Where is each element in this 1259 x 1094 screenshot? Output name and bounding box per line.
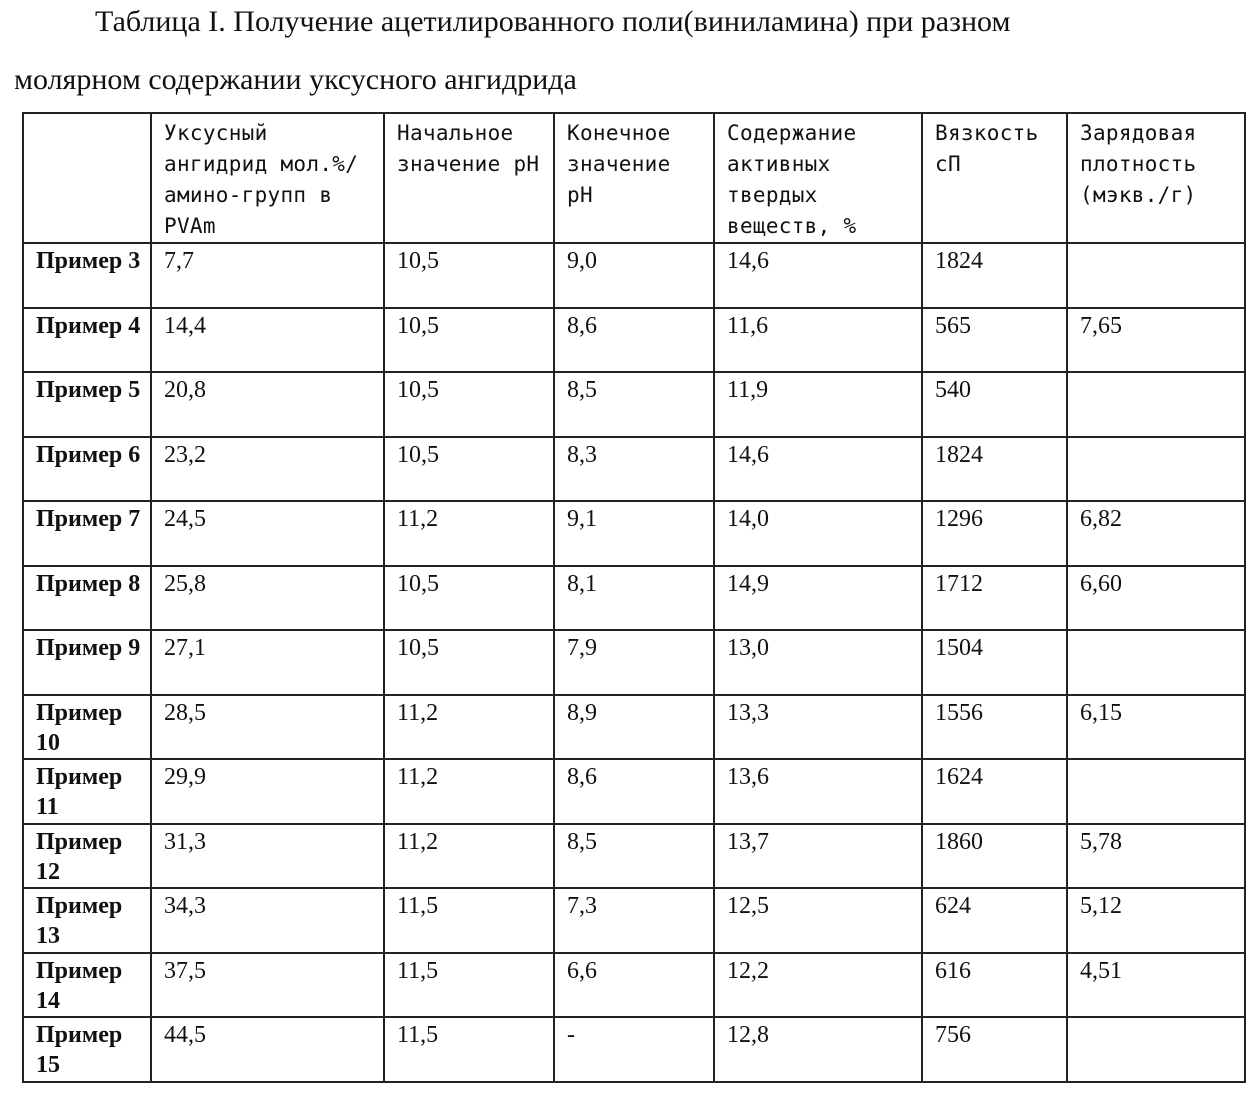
table-cell: 10,5	[384, 372, 554, 437]
table-cell: 756	[922, 1017, 1067, 1082]
row-label: Пример 10	[23, 695, 151, 760]
table-cell: 11,2	[384, 759, 554, 824]
table-cell: 13,7	[714, 824, 922, 889]
table-cell: 11,5	[384, 888, 554, 953]
row-label: Пример 9	[23, 630, 151, 695]
header-viscosity: Вязкость сП	[922, 113, 1067, 243]
table-cell: 12,5	[714, 888, 922, 953]
table-cell: 31,3	[151, 824, 384, 889]
table-cell	[1067, 630, 1245, 695]
table-cell: 20,8	[151, 372, 384, 437]
table-cell: 11,2	[384, 695, 554, 760]
table-row	[23, 372, 1245, 437]
table-cell: 565	[922, 308, 1067, 373]
table-cell: 1504	[922, 630, 1067, 695]
table-cell: 540	[922, 372, 1067, 437]
table-cell	[1067, 243, 1245, 308]
table-cell: 8,5	[554, 824, 714, 889]
table-cell: 624	[922, 888, 1067, 953]
data-table	[22, 112, 1246, 1083]
table-cell	[1067, 372, 1245, 437]
table-row	[23, 308, 1245, 373]
header-solids: Содержание активных твердых веществ, %	[714, 113, 922, 243]
table-cell: 14,6	[714, 437, 922, 502]
table-cell: 10,5	[384, 437, 554, 502]
table-cell: 1712	[922, 566, 1067, 631]
table-cell: 13,3	[714, 695, 922, 760]
table-cell: 12,2	[714, 953, 922, 1018]
table-cell: 1824	[922, 437, 1067, 502]
row-label: Пример 13	[23, 888, 151, 953]
table-cell: 14,6	[714, 243, 922, 308]
table-row	[23, 437, 1245, 502]
table-cell: 24,5	[151, 501, 384, 566]
row-label: Пример 6	[23, 437, 151, 502]
table-cell: 25,8	[151, 566, 384, 631]
table-cell: 13,6	[714, 759, 922, 824]
row-label: Пример 4	[23, 308, 151, 373]
table-cell: 5,12	[1067, 888, 1245, 953]
table-cell: 34,3	[151, 888, 384, 953]
table-cell: 8,6	[554, 759, 714, 824]
table-row	[23, 1017, 1245, 1082]
table-cell: 6,60	[1067, 566, 1245, 631]
table-cell: 11,2	[384, 824, 554, 889]
row-label: Пример 3	[23, 243, 151, 308]
header-corner	[23, 113, 151, 243]
row-label: Пример 5	[23, 372, 151, 437]
table-cell: 14,9	[714, 566, 922, 631]
table-cell: 8,5	[554, 372, 714, 437]
table-cell: -	[554, 1017, 714, 1082]
table-row	[23, 824, 1245, 889]
table-cell: 6,6	[554, 953, 714, 1018]
table-cell	[1067, 759, 1245, 824]
table-cell: 13,0	[714, 630, 922, 695]
table-cell: 6,82	[1067, 501, 1245, 566]
table-cell: 27,1	[151, 630, 384, 695]
table-cell: 37,5	[151, 953, 384, 1018]
row-label: Пример 8	[23, 566, 151, 631]
header-charge-density: Зарядовая плотность (мэкв./г)	[1067, 113, 1245, 243]
table-cell: 12,8	[714, 1017, 922, 1082]
table-cell: 11,6	[714, 308, 922, 373]
table-cell: 8,1	[554, 566, 714, 631]
table-cell: 1624	[922, 759, 1067, 824]
row-label: Пример 15	[23, 1017, 151, 1082]
header-anhydride: Уксусный ангидрид мол.%/амино-групп в PVAm	[151, 113, 384, 243]
table-cell: 7,3	[554, 888, 714, 953]
table-cell: 14,4	[151, 308, 384, 373]
row-label: Пример 12	[23, 824, 151, 889]
table-cell: 44,5	[151, 1017, 384, 1082]
table-cell: 14,0	[714, 501, 922, 566]
table-cell: 1296	[922, 501, 1067, 566]
header-row	[23, 113, 1245, 243]
table-cell: 616	[922, 953, 1067, 1018]
table-cell: 11,9	[714, 372, 922, 437]
table-caption-line-2: молярном содержании уксусного ангидрида	[14, 63, 577, 96]
table-cell: 23,2	[151, 437, 384, 502]
table-row	[23, 695, 1245, 760]
table-row	[23, 953, 1245, 1018]
row-label: Пример 7	[23, 501, 151, 566]
table-cell: 7,65	[1067, 308, 1245, 373]
table-cell: 6,15	[1067, 695, 1245, 760]
table-cell: 10,5	[384, 630, 554, 695]
table-cell: 9,1	[554, 501, 714, 566]
table-cell: 8,9	[554, 695, 714, 760]
table-cell: 29,9	[151, 759, 384, 824]
header-initial-ph: Начальное значение pH	[384, 113, 554, 243]
table-cell: 11,5	[384, 1017, 554, 1082]
table-cell: 11,5	[384, 953, 554, 1018]
table-cell: 7,7	[151, 243, 384, 308]
table-cell: 9,0	[554, 243, 714, 308]
table-cell: 1860	[922, 824, 1067, 889]
table-row	[23, 630, 1245, 695]
table-cell: 8,3	[554, 437, 714, 502]
table-row	[23, 501, 1245, 566]
table-row	[23, 243, 1245, 308]
table-row	[23, 759, 1245, 824]
row-label: Пример 11	[23, 759, 151, 824]
table-cell: 10,5	[384, 566, 554, 631]
table-cell: 1556	[922, 695, 1067, 760]
table-cell: 5,78	[1067, 824, 1245, 889]
table-cell: 4,51	[1067, 953, 1245, 1018]
table-cell	[1067, 1017, 1245, 1082]
table-cell: 28,5	[151, 695, 384, 760]
table-cell: 11,2	[384, 501, 554, 566]
table-row	[23, 566, 1245, 631]
row-label: Пример 14	[23, 953, 151, 1018]
table-row	[23, 888, 1245, 953]
table-cell: 10,5	[384, 308, 554, 373]
header-final-ph: Конечное значение pH	[554, 113, 714, 243]
table-body	[23, 243, 1245, 1082]
table-cell: 7,9	[554, 630, 714, 695]
table-caption-line-1: Таблица I. Получение ацетилированного поли(виниламина) при разном	[95, 5, 1011, 38]
table-cell: 1824	[922, 243, 1067, 308]
table-cell: 10,5	[384, 243, 554, 308]
table-cell: 8,6	[554, 308, 714, 373]
table-cell	[1067, 437, 1245, 502]
